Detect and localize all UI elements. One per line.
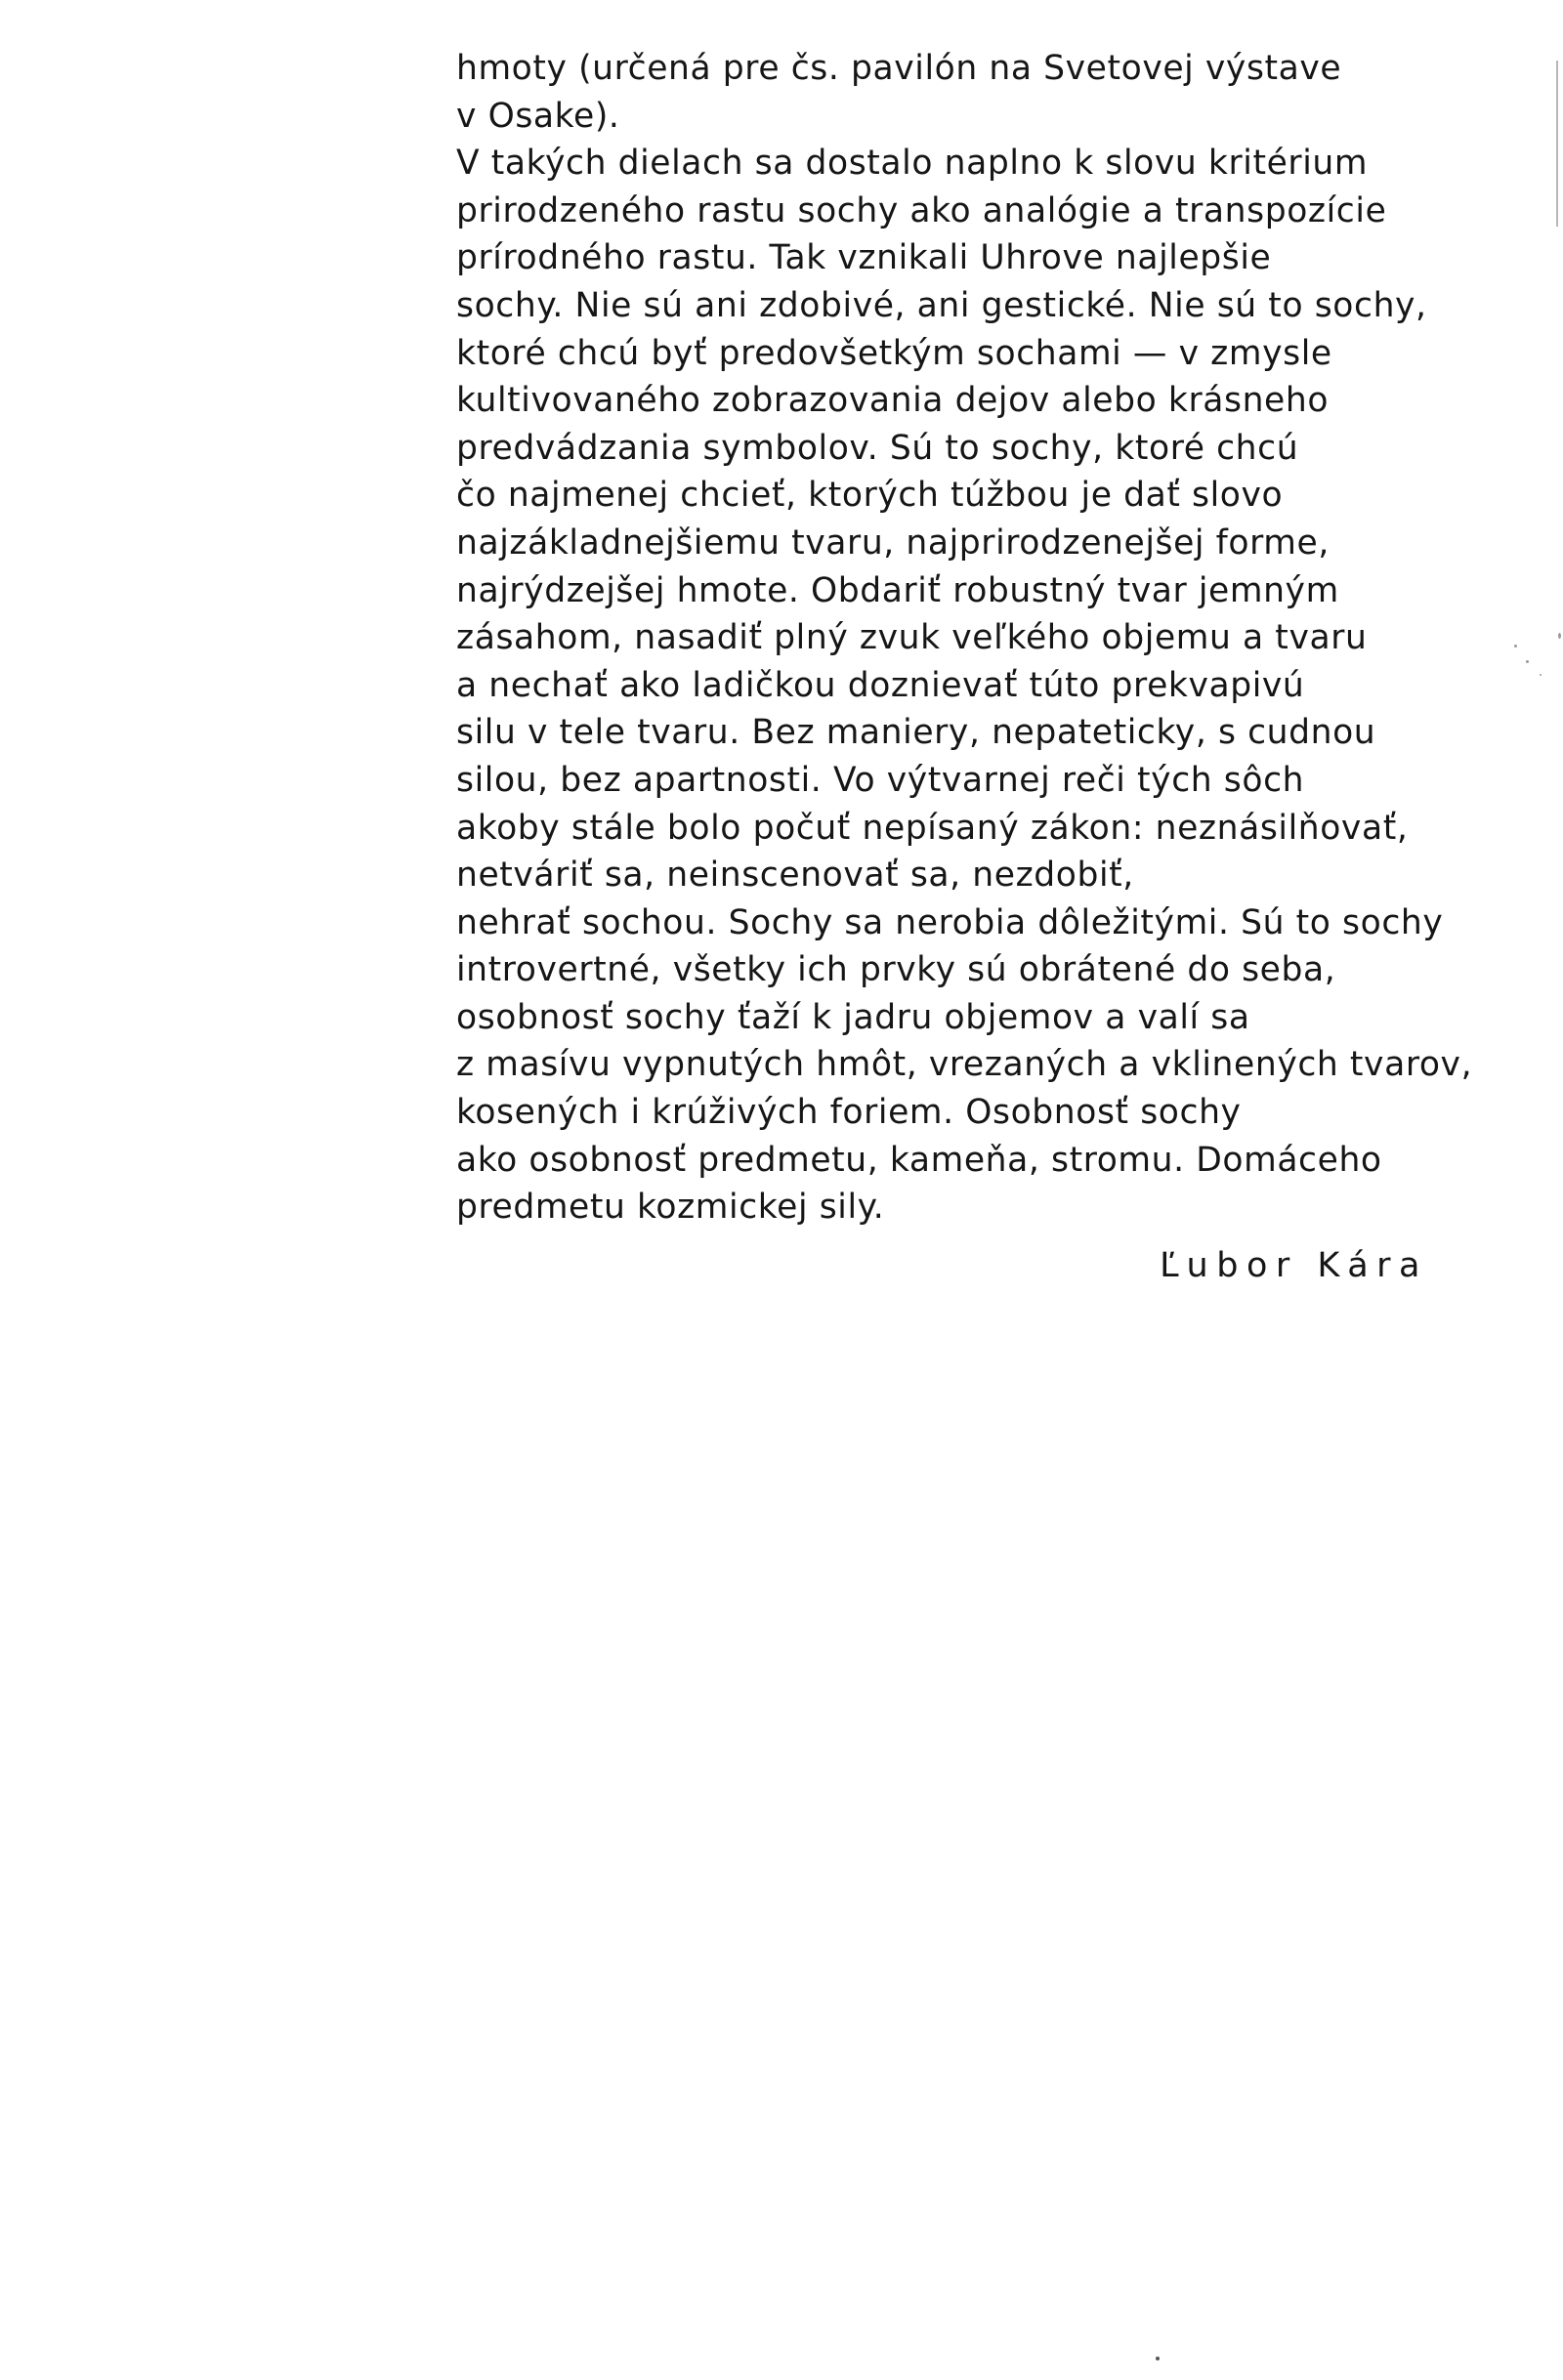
text-line: sochy. Nie sú ani zdobivé, ani gestické. Nie sú to sochy, xyxy=(456,285,1427,325)
text-line: najzákladnejšiemu tvaru, najprirodzenejšej forme, xyxy=(456,522,1330,563)
text-line: kosených i krúživých foriem. Osobnosť sochy xyxy=(456,1093,1242,1133)
text-line: prírodného rastu. Tak vznikali Uhrove najlepšie xyxy=(456,238,1272,278)
text-line: silu v tele tvaru. Bez maniery, nepateticky, s cudnou xyxy=(456,713,1376,753)
text-line: zásahom, nasadiť plný zvuk veľkého objemu a tvaru xyxy=(456,618,1368,658)
text-line: netváriť sa, neinscenovať sa, nezdobiť, xyxy=(456,856,1134,896)
text-line: kultivovaného zobrazovania dejov alebo krásneho xyxy=(456,381,1330,421)
essay-text xyxy=(456,45,1473,1232)
scan-speck xyxy=(1514,645,1517,647)
author-signature: Ľubor Kára xyxy=(1160,1246,1428,1285)
scan-speck xyxy=(1526,660,1529,663)
scan-speck xyxy=(1558,633,1561,639)
text-line: predmetu kozmickej sily. xyxy=(456,1188,885,1228)
text-line: čo najmenej chcieť, ktorých túžbou je dať slovo xyxy=(456,476,1284,516)
text-line: nehrať sochou. Sochy sa nerobia dôležitými. Sú to sochy xyxy=(456,902,1444,942)
text-line: predvádzania symbolov. Sú to sochy, ktoré chcú xyxy=(456,428,1299,468)
text-line: osobnosť sochy ťaží k jadru objemov a valí sa xyxy=(456,997,1250,1037)
text-line: silou, bez apartnosti. Vo výtvarnej reči tých sôch xyxy=(456,760,1305,800)
text-line: z masívu vypnutých hmôt, vrezaných a vklinených tvarov, xyxy=(456,1045,1473,1085)
text-line: hmoty (určená pre čs. pavilón na Svetovej výstave xyxy=(456,49,1342,88)
text-line: ako osobnosť predmetu, kameňa, stromu. Domáceho xyxy=(456,1140,1382,1180)
text-line: V takých dielach sa dostalo naplno k slovu kritérium xyxy=(456,144,1369,184)
text-line: akoby stále bolo počuť nepísaný zákon: neznásilňovať, xyxy=(456,808,1409,848)
scan-speck xyxy=(1156,2357,1160,2360)
text-line: v Osake). xyxy=(456,96,620,136)
text-line: prirodzeného rastu sochy ako analógie a transpozície xyxy=(456,190,1387,230)
text-line: a nechať ako ladičkou doznievať túto prekvapivú xyxy=(456,665,1305,705)
text-line: najrýdzejšej hmote. Obdariť robustný tvar jemným xyxy=(456,570,1339,610)
text-line: introvertné, všetky ich prvky sú obrátené do seba, xyxy=(456,950,1336,990)
text-line: ktoré chcú byť predovšetkým sochami — v zmysle xyxy=(456,333,1332,373)
scan-speck xyxy=(1540,674,1542,676)
scan-edge-mark xyxy=(1556,61,1558,227)
